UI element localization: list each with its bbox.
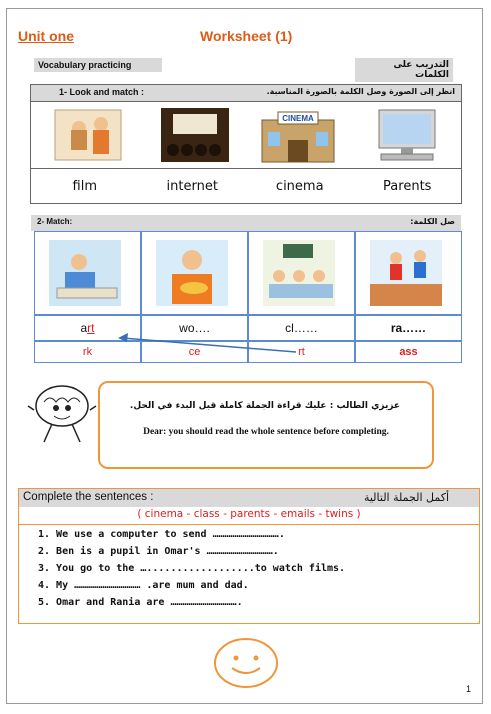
note-arabic: عزيزي الطالب : عليك قراءة الجملة كاملة قبل البدء في الحل. bbox=[129, 401, 401, 411]
parents-picture bbox=[51, 106, 126, 164]
section1-header bbox=[31, 85, 461, 101]
match-start-class[interactable]: cl…… bbox=[248, 315, 355, 341]
sentence-4: 4. My …………………………… .are mum and dad. bbox=[38, 580, 249, 591]
complete-title-arabic: أكمل الجملة التالية bbox=[363, 491, 449, 504]
section1-words-row bbox=[31, 168, 461, 204]
word-internet[interactable]: internet bbox=[166, 178, 218, 194]
film-picture bbox=[159, 106, 231, 164]
section2-instruction-arabic: صل الكلمة: bbox=[410, 217, 455, 226]
word-film[interactable]: film bbox=[72, 178, 97, 194]
word-bank-divider bbox=[19, 524, 479, 525]
cinema-sign-text: CINEMA bbox=[282, 114, 314, 123]
unit-title: Unit one bbox=[18, 28, 74, 44]
sentence-5: 5. Omar and Rania are ……………………………. bbox=[38, 597, 243, 608]
match-picture-work bbox=[141, 231, 248, 315]
word-cinema[interactable]: cinema bbox=[275, 178, 324, 194]
match-picture-race bbox=[355, 231, 462, 315]
match-arrow bbox=[100, 330, 300, 356]
section2-header bbox=[31, 215, 461, 231]
sentence-2: 2. Ben is a pupil in Omar's ……………………………. bbox=[38, 546, 279, 557]
brain-mascot-icon bbox=[26, 380, 100, 450]
section1-pictures-row bbox=[31, 101, 461, 169]
complete-header bbox=[19, 489, 479, 507]
sentence-1: 1. We use a computer to send ……………………………. bbox=[38, 529, 285, 540]
match-picture-art bbox=[34, 231, 141, 315]
vocab-label: Vocabulary practicing bbox=[34, 58, 162, 72]
match-start-art-answer: rt bbox=[87, 321, 95, 335]
internet-picture bbox=[371, 106, 443, 164]
section1-instruction: 1- Look and match : bbox=[59, 87, 145, 97]
section2-instruction: 2- Match: bbox=[37, 217, 73, 226]
word-bank: ( cinema - class - parents - emails - twins ) bbox=[137, 508, 361, 520]
match-ending-rt[interactable]: rt bbox=[248, 341, 355, 363]
match-start-art-prefix: a bbox=[80, 321, 88, 335]
smiley-face-icon bbox=[212, 636, 280, 690]
cinema-picture bbox=[258, 106, 338, 164]
note-bubble bbox=[98, 381, 434, 469]
match-ending-ce[interactable]: ce bbox=[141, 341, 248, 363]
complete-title: Complete the sentences : bbox=[23, 491, 154, 503]
match-start-work[interactable]: wo…. bbox=[141, 315, 248, 341]
worksheet-title: Worksheet (1) bbox=[200, 28, 293, 44]
vocab-label-arabic: التدريب على الكلمات bbox=[355, 58, 453, 82]
match-ending-ass[interactable]: ass bbox=[355, 341, 462, 363]
word-parents[interactable]: Parents bbox=[383, 178, 432, 194]
match-start-race[interactable]: ra…… bbox=[355, 315, 462, 341]
section1-instruction-arabic: انظر إلى الصورة وصل الكلمة بالصورة المناسبة. bbox=[266, 87, 455, 96]
note-english: Dear: you should read the whole sentence before completing. bbox=[143, 427, 389, 437]
match-ending-rk[interactable]: rk bbox=[34, 341, 141, 363]
sentence-3: 3. You go to the …..................to watch films. bbox=[38, 563, 346, 574]
page-number: 1 bbox=[466, 684, 472, 694]
match-picture-class bbox=[248, 231, 355, 315]
